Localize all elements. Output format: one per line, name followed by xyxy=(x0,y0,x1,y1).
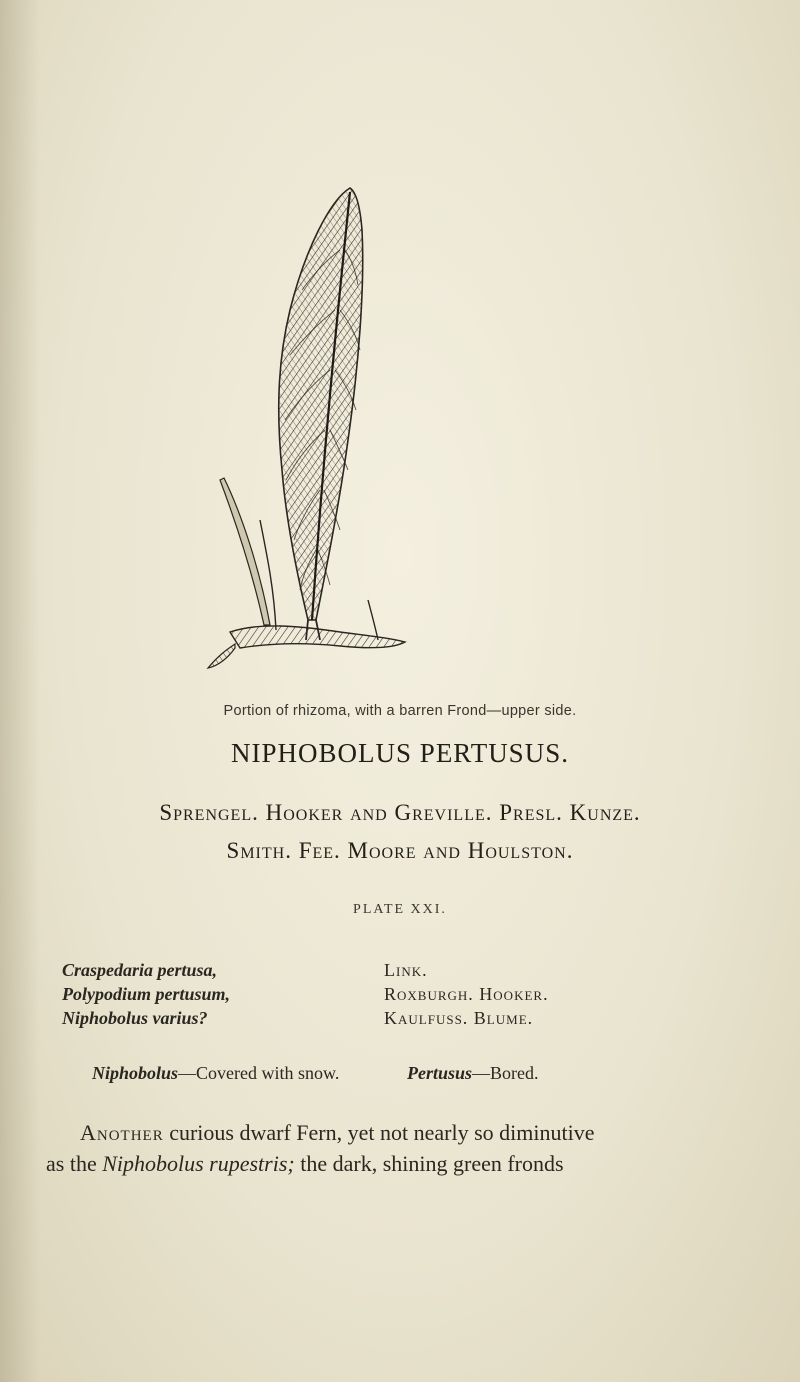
synonym-authority: Link. xyxy=(384,960,428,980)
synonym-authority: Roxburgh. Hooker. xyxy=(384,984,549,1004)
synonym-name: Niphobolus varius? xyxy=(62,1008,208,1028)
body-text-span: as the xyxy=(46,1151,103,1176)
synonym-authority: Kaulfuss. Blume. xyxy=(384,1008,534,1028)
species-name: Niphobolus rupestris; xyxy=(102,1151,295,1176)
synonym-authorities xyxy=(384,958,549,1030)
authorities-line-2: Smith. Fee. Moore and Houlston. xyxy=(226,838,574,863)
etymology-genus xyxy=(92,1063,339,1084)
figure-caption: Portion of rhizoma, with a barren Frond—upper side. xyxy=(223,703,577,719)
etymology-term: Niphobolus xyxy=(92,1063,179,1083)
etymology-definition: —Bored. xyxy=(472,1063,539,1083)
page-title: NIPHOBOLUS PERTUSUS. xyxy=(231,738,569,768)
second-stipe xyxy=(220,478,270,625)
body-paragraph xyxy=(46,1117,772,1179)
plate-number: PLATE XXI. xyxy=(353,902,447,917)
rhizome xyxy=(230,626,405,648)
body-text-span: the dark, shining green fronds xyxy=(294,1151,564,1176)
etymology-species xyxy=(407,1063,539,1084)
body-text-span: curious dwarf Fern, yet not nearly so diminutive xyxy=(163,1120,595,1145)
etymology-definition: —Covered with snow. xyxy=(178,1063,340,1083)
page-gutter-shadow xyxy=(0,0,40,1382)
authorities-line-1: Sprengel. Hooker and Greville. Presl. Kunze. xyxy=(159,800,641,825)
synonym-name: Polypodium pertusum, xyxy=(62,984,231,1004)
etymology-term: Pertusus xyxy=(407,1063,473,1083)
synonym-names xyxy=(62,958,230,1030)
dropcap-word: Another xyxy=(80,1120,164,1145)
fern-frond-illustration xyxy=(190,170,430,690)
synonym-name: Craspedaria pertusa, xyxy=(62,960,218,980)
